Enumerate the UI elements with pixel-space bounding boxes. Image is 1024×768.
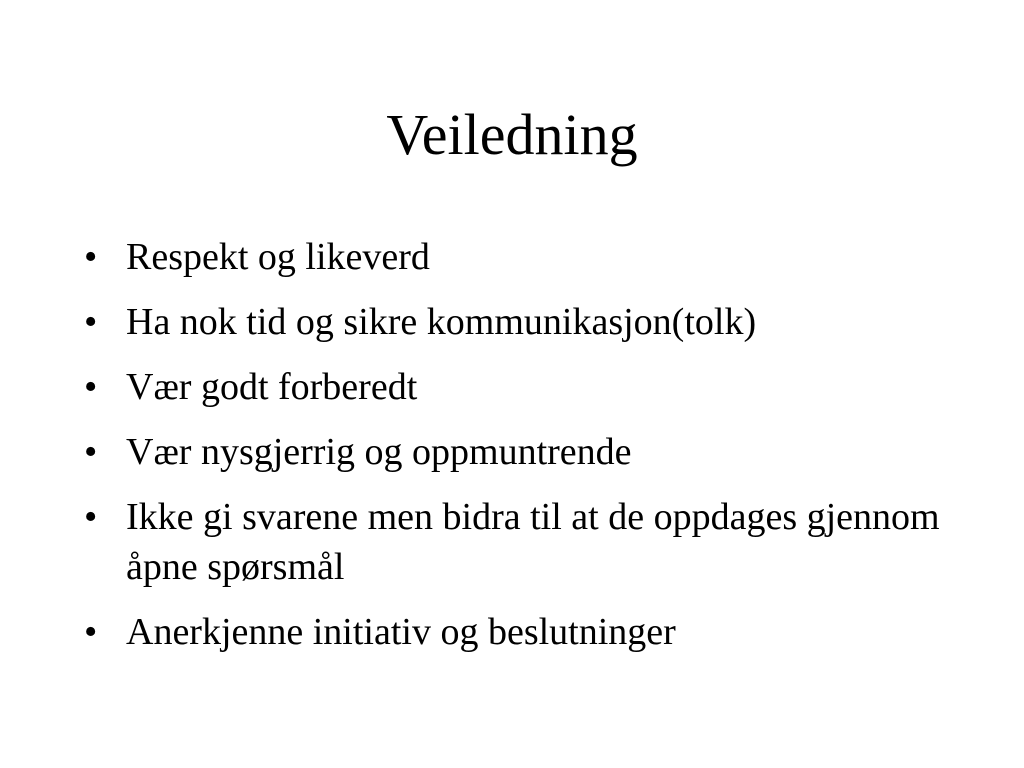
bullet-item <box>84 427 964 477</box>
bullet-icon: • <box>84 496 98 538</box>
bullet-item <box>84 362 964 412</box>
bullet-icon: • <box>84 236 98 278</box>
bullet-text: Vær nysgjerrig og oppmuntrende <box>126 431 632 473</box>
bullet-icon: • <box>84 431 98 473</box>
bullet-icon: • <box>84 611 98 653</box>
bullet-list <box>84 232 964 672</box>
bullet-item <box>84 232 964 282</box>
bullet-text: Respekt og likeverd <box>126 236 430 278</box>
bullet-icon: • <box>84 301 98 343</box>
bullet-text: Ha nok tid og sikre kommunikasjon(tolk) <box>126 301 757 343</box>
bullet-item <box>84 607 964 657</box>
bullet-item <box>84 492 964 592</box>
bullet-item <box>84 297 964 347</box>
bullet-text: Vær godt forberedt <box>126 366 418 408</box>
slide-title: Veiledning <box>386 102 638 167</box>
bullet-text: Anerkjenne initiativ og beslutninger <box>126 611 676 653</box>
bullet-icon: • <box>84 366 98 408</box>
bullet-text: Ikke gi svarene men bidra til at de oppdages gjennom åpne spørsmål <box>126 496 940 588</box>
